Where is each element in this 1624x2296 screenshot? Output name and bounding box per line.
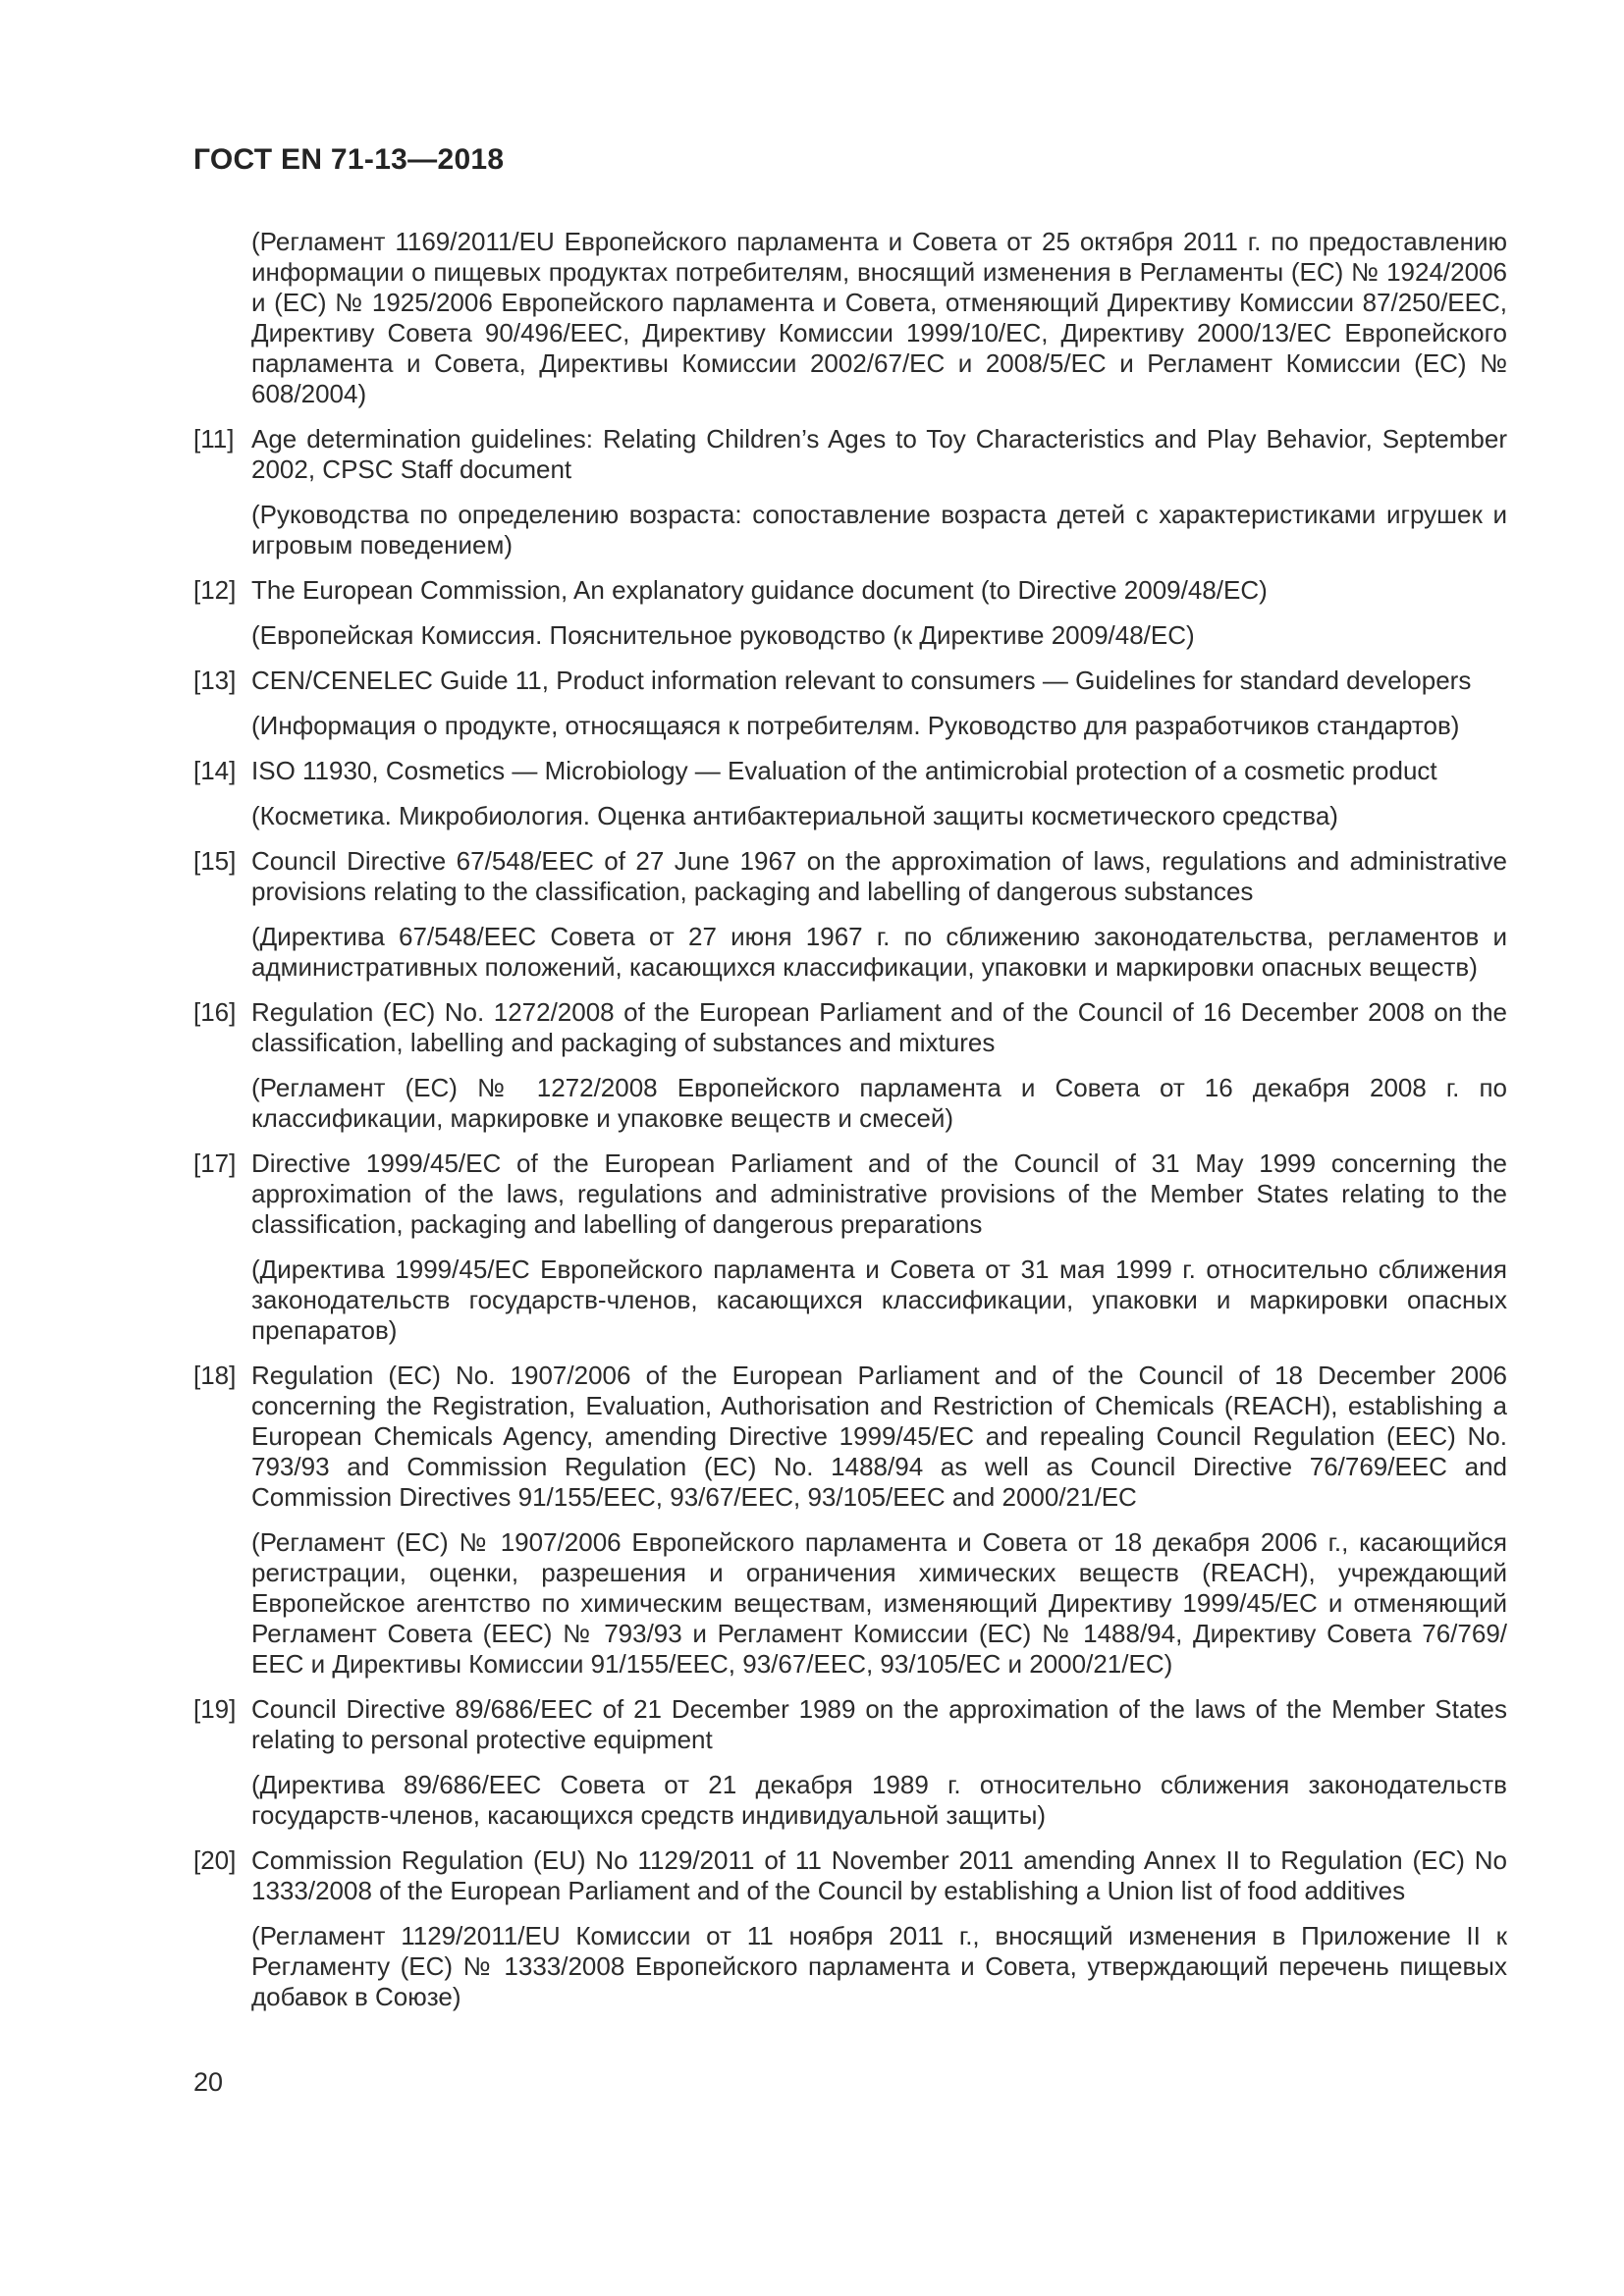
item-ref: [11] <box>193 424 235 454</box>
item-ref: [15] <box>193 846 237 876</box>
item-text-ru: (Директива 1999/45/ЕС Европейского парламента и Совета от 31 мая 1999 г. относительно сближения законодательств государств-членов, касающихся классификации, упаковки и маркировки опасных препаратов) <box>251 1255 1507 1345</box>
item-text-en: Age determination guidelines: Relating Children’s Ages to Toy Characteristics and Play Behavior, September 2002, CPSC Staff document <box>251 424 1507 484</box>
item-text-en: Commission Regulation (EU) No 1129/2011 of 11 November 2011 amending Annex II to Regulation (EC) No 1333/2008 of the European Parliament and of the Council by establishing a Union list of food additives <box>251 1845 1507 1905</box>
item-text-en: ISO 11930, Cosmetics — Microbiology — Evaluation of the antimicrobial protection of a cosmetic product <box>251 756 1437 785</box>
bibliography-item <box>193 666 1507 741</box>
item-text-ru: (Косметика. Микробиология. Оценка антибактериальной защиты косметического средства) <box>251 801 1338 830</box>
bibliography-item <box>193 575 1507 651</box>
item-text-ru: (Регламент 1129/2011/EU Комиссии от 11 ноября 2011 г., вносящий изменения в Приложение II к Регламенту (ЕС) № 1333/2008 Европейского парламента и Совета, утверждающий перечень пищевых добавок в Союзе) <box>251 1921 1507 2011</box>
item-text-ru: (Информация о продукте, относящаяся к потребителям. Руководство для разработчиков стандартов) <box>251 711 1460 740</box>
bibliography-item <box>193 1845 1507 2012</box>
item-text-ru: (Директива 89/686/ЕЕС Совета от 21 декабря 1989 г. относительно сближения законодательств государств-членов, касающихся средств индивидуальной защиты) <box>251 1770 1507 1830</box>
item-text-en: Regulation (EC) No. 1272/2008 of the European Parliament and of the Council of 16 December 2008 on the classification, labelling and packaging of substances and mixtures <box>251 997 1507 1057</box>
item-text-ru: (Руководства по определению возраста: сопоставление возраста детей с характеристиками игрушек и игровым поведением) <box>251 500 1507 560</box>
item-ref: [19] <box>193 1694 237 1724</box>
item-text-en: Council Directive 67/548/EEC of 27 June 1967 on the approximation of laws, regulations and administrative provisions relating to the classification, packaging and labelling of dangerous substances <box>251 846 1507 906</box>
item-ref: [20] <box>193 1845 237 1875</box>
item-text-en: CEN/CENELEC Guide 11, Product information relevant to consumers — Guidelines for standard developers <box>251 666 1472 695</box>
bibliography-list <box>193 424 1507 2012</box>
item-text-ru: (Европейская Комиссия. Пояснительное руководство (к Директиве 2009/48/ЕС) <box>251 620 1195 650</box>
page-number: 20 <box>193 2067 224 2097</box>
item-ref: [14] <box>193 756 237 785</box>
item-text-ru: (Регламент (ЕС) № 1907/2006 Европейского парламента и Совета от 18 декабря 2006 г., касающийся регистрации, оценки, разрешения и ограничения химических веществ (REACH), учреждающий Европейское агентство по химическим веществам, изменяющий Директиву 1999/45/ЕС и отменяющий Регламент Совета (ЕЕС) № 793/93 и Регламент Комиссии (ЕС) № 1488/94, Директиву Совета 76/769/ЕЕС и Директивы Комиссии 91/155/ЕЕС, 93/67/ЕЕС, 93/105/ЕС и 2000/21/ЕС) <box>251 1527 1507 1679</box>
bibliography-item <box>193 1694 1507 1831</box>
item-text-en: Council Directive 89/686/EEC of 21 December 1989 on the approximation of the laws of the Member States relating to personal protective equipment <box>251 1694 1507 1754</box>
page-title: ГОСТ EN 71-13—2018 <box>193 143 505 176</box>
bibliography-item <box>193 1148 1507 1346</box>
item-text-ru: (Директива 67/548/ЕЕС Совета от 27 июня 1967 г. по сближению законодательства, регламентов и административных положений, касающихся классификации, упаковки и маркировки опасных веществ) <box>251 922 1507 982</box>
bibliography-section <box>193 227 1507 2027</box>
bibliography-item <box>193 756 1507 831</box>
item-ref: [16] <box>193 997 237 1027</box>
item-text-en: Directive 1999/45/EC of the European Parliament and of the Council of 31 May 1999 concerning the approximation of the laws, regulations and administrative provisions of the Member States relating to the classification, packaging and labelling of dangerous preparations <box>251 1148 1507 1239</box>
item-ref: [12] <box>193 575 237 605</box>
item-text-ru: (Регламент (ЕС) № 1272/2008 Европейского парламента и Совета от 16 декабря 2008 г. по классификации, маркировке и упаковке веществ и смесей) <box>251 1073 1507 1133</box>
item-ref: [17] <box>193 1148 237 1178</box>
item-text-en: Regulation (EC) No. 1907/2006 of the European Parliament and of the Council of 18 December 2006 concerning the Registration, Evaluation, Authorisation and Restriction of Chemicals (REACH), establishing a European Chemicals Agency, amending Directive 1999/45/EC and repealing Council Regulation (EEC) No. 793/93 and Commission Regulation (EC) No. 1488/94 as well as Council Directive 76/769/EEC and Commission Directives 91/155/EEC, 93/67/EEC, 93/105/EEC and 2000/21/EC <box>251 1361 1507 1512</box>
item-ref: [18] <box>193 1361 237 1390</box>
continuation-paragraph: (Регламент 1169/2011/EU Европейского парламента и Совета от 25 октября 2011 г. по предоставлению информации о пищевых продуктах потребителям, вносящий изменения в Регламенты (ЕС) № 1924/2006 и (ЕС) № 1925/2006 Европейского парламента и Совета, отменяющий Директиву Комиссии 87/250/ЕЕС, Директиву Совета 90/496/ЕЕС, Директиву Комиссии 1999/10/ЕС, Директиву 2000/13/ЕС Европейского парламента и Совета, Директивы Комиссии 2002/67/ЕС и 2008/5/ЕС и Регламент Комиссии (ЕС) № 608/2004) <box>251 227 1507 408</box>
bibliography-item <box>193 424 1507 561</box>
item-ref: [13] <box>193 666 237 695</box>
bibliography-item <box>193 997 1507 1134</box>
bibliography-item <box>193 1361 1507 1680</box>
item-text-en: The European Commission, An explanatory guidance document (to Directive 2009/48/EC) <box>251 575 1268 605</box>
bibliography-item <box>193 846 1507 983</box>
